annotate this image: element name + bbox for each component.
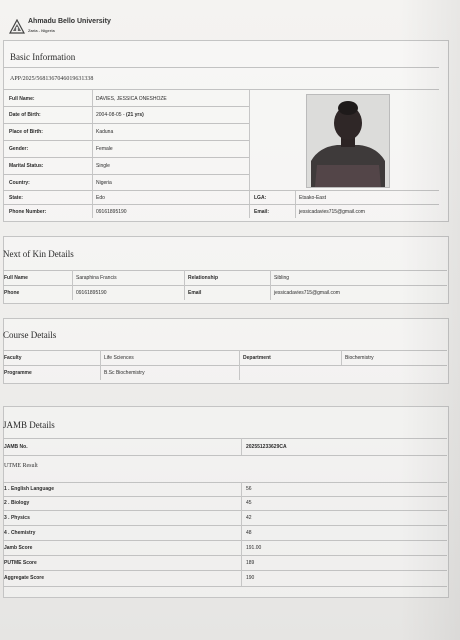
email-label: Email: bbox=[254, 209, 270, 215]
applicant-photo bbox=[306, 94, 390, 188]
subject-score: 45 bbox=[246, 500, 252, 506]
full-name-value: DAVIES, JESSICA ONESHOZE bbox=[96, 96, 167, 102]
full-name-label: Full Name: bbox=[9, 96, 35, 102]
kin-full-name-value: Saraphina Francis bbox=[76, 275, 117, 281]
university-name: Ahmadu Bello University bbox=[28, 18, 111, 25]
jamb-number-value: 202551233629CA bbox=[246, 444, 287, 450]
kin-email-value: jessicadavies715@gmail.com bbox=[274, 290, 340, 296]
utme-result-title: UTME Result bbox=[4, 463, 38, 469]
jamb-number-label: JAMB No. bbox=[4, 444, 28, 450]
kin-email-label: Email bbox=[188, 290, 202, 296]
country-value: Nigeria bbox=[96, 180, 112, 186]
programme-value: B.Sc Biochemistry bbox=[104, 370, 145, 376]
phone-number-label: Phone Number: bbox=[9, 209, 47, 215]
university-location: Zaria - Nigeria bbox=[28, 28, 55, 33]
kin-relationship-label: Relationship bbox=[188, 275, 219, 281]
subject-name: 1 . English Language bbox=[4, 486, 55, 492]
subject-score: 48 bbox=[246, 530, 252, 536]
application-number: APP/2025/568136704601963133​8 bbox=[10, 76, 94, 82]
kin-phone-label: Phone bbox=[4, 290, 20, 296]
aggregate-score-value: 190 bbox=[246, 575, 255, 581]
department-value: Biochemistry bbox=[345, 355, 374, 361]
subject-name: 4 . Chemistry bbox=[4, 530, 36, 536]
lga-value: Etsako-East bbox=[299, 195, 326, 201]
kin-full-name-label: Full Name bbox=[4, 275, 28, 281]
jamb-score-value: 191.00 bbox=[246, 545, 262, 551]
putme-score-value: 189 bbox=[246, 560, 255, 566]
next-of-kin-title: Next of Kin Details bbox=[3, 249, 74, 259]
jamb-score-label: Jamb Score bbox=[4, 545, 33, 551]
course-details-section bbox=[3, 318, 449, 384]
programme-label: Programme bbox=[4, 370, 32, 376]
kin-relationship-value: Sibling bbox=[274, 275, 290, 281]
age-value: (21 yrs) bbox=[126, 112, 144, 118]
subject-name: 3 . Physics bbox=[4, 515, 30, 521]
aggregate-score-label: Aggregate Score bbox=[4, 575, 45, 581]
faculty-value: Life Sciences bbox=[104, 355, 134, 361]
person-silhouette-icon bbox=[307, 95, 389, 187]
email-value: jessicadavies715@gmail.com bbox=[299, 209, 365, 215]
department-label: Department bbox=[243, 355, 271, 361]
state-value: Edo bbox=[96, 195, 105, 201]
pob-label: Place of Birth: bbox=[9, 129, 43, 135]
gender-value: Female bbox=[96, 146, 113, 152]
subject-score: 42 bbox=[246, 515, 252, 521]
faculty-label: Faculty bbox=[4, 355, 22, 361]
state-label: State: bbox=[9, 195, 23, 201]
subject-name: 2 . Biology bbox=[4, 500, 30, 506]
putme-score-label: PUTME Score bbox=[4, 560, 37, 566]
dob-label: Date of Birth: bbox=[9, 112, 41, 118]
university-logo-icon bbox=[9, 19, 25, 35]
phone-number-value: 09161895190 bbox=[96, 209, 127, 215]
marital-status-value: Single bbox=[96, 163, 110, 169]
course-details-title: Course Details bbox=[3, 330, 57, 340]
jamb-details-title: JAMB Details bbox=[3, 420, 55, 430]
gender-label: Gender: bbox=[9, 146, 29, 152]
basic-information-title: Basic Information bbox=[10, 52, 76, 62]
subject-score: 56 bbox=[246, 486, 252, 492]
kin-phone-value: 09161895190 bbox=[76, 290, 107, 296]
pob-value: Kaduna bbox=[96, 129, 114, 135]
country-label: Country: bbox=[9, 180, 30, 186]
dob-value: 2004-08-05 - (21 yrs) bbox=[96, 112, 144, 118]
lga-label: LGA: bbox=[254, 195, 267, 201]
marital-status-label: Marital Status: bbox=[9, 163, 44, 169]
